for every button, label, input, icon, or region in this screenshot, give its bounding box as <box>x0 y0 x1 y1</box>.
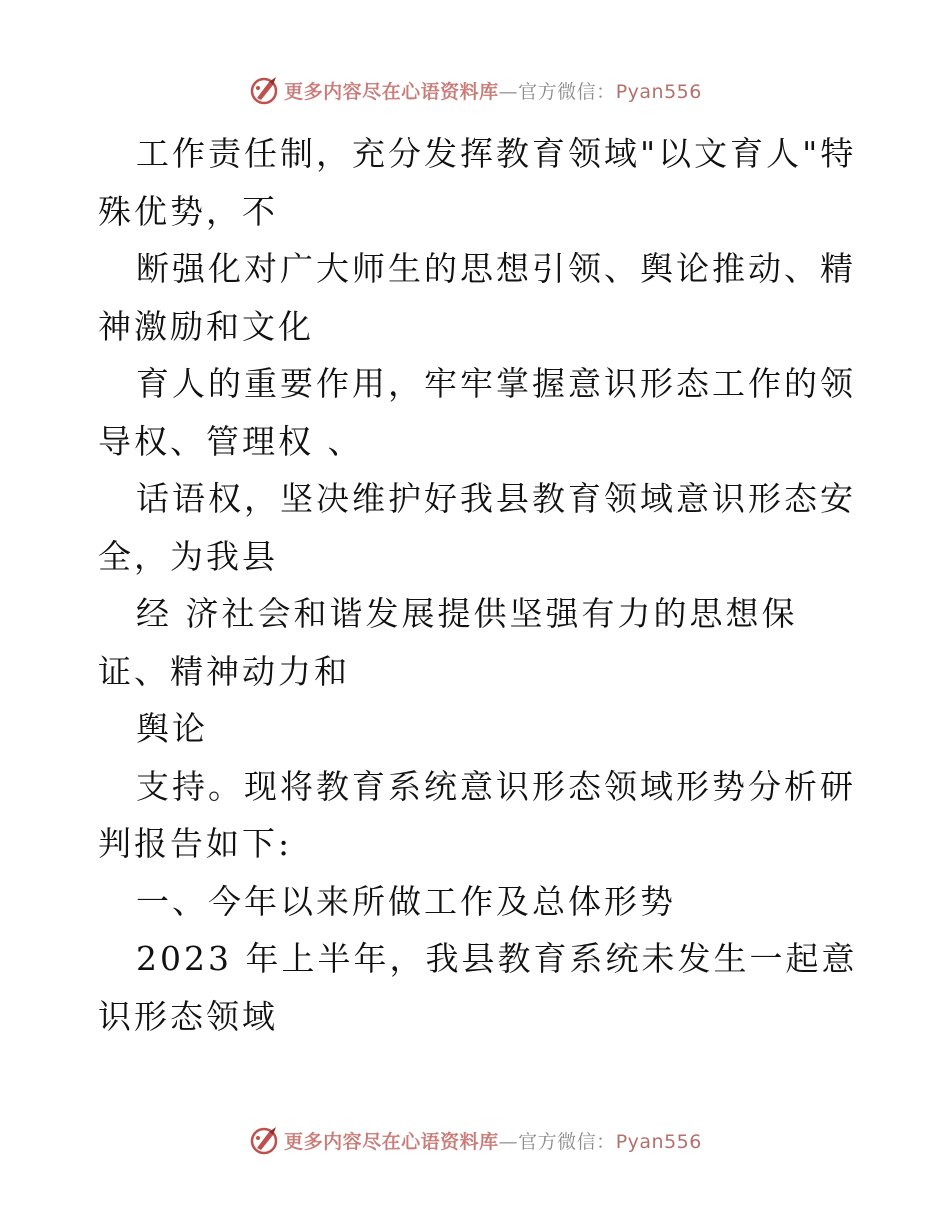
paragraph-5: 经 济社会和谐发展提供坚强有力的思想保证、精神动力和 <box>98 594 798 691</box>
banner-text <box>284 77 702 104</box>
paragraph-3: 育人的重要作用，牢牢掌握意识形态工作的领导权、管理权 、 <box>98 364 856 461</box>
banner-library-text: 更多内容尽在心语资料库 <box>284 80 499 103</box>
paragraph-7: 支持。现将教育系统意识形态领域形势分析研判报告如下: <box>98 766 856 863</box>
banner-wechat-id: Pyan556 <box>615 80 702 103</box>
banner-wechat-id: Pyan556 <box>615 1130 702 1153</box>
paragraph-9: 2023 年上半年，我县教育系统未发生一起意识形态领域 <box>98 939 858 1036</box>
banner-dash: — <box>498 80 519 103</box>
banner-wechat-label: 官方微信： <box>518 1130 616 1153</box>
section-heading: 一、今年以来所做工作及总体形势 <box>136 881 676 921</box>
banner-dash: — <box>498 1130 519 1153</box>
document-body <box>98 125 858 1045</box>
paragraph-1: 工作责任制，充分发挥教育领域"以文育人"特殊优势，不 <box>98 134 857 231</box>
banner-library-text: 更多内容尽在心语资料库 <box>284 1130 499 1153</box>
header-banner <box>0 70 950 110</box>
paragraph-4: 话语权，坚决维护好我县教育领域意识形态安全，为我县 <box>98 479 856 576</box>
footer-banner <box>0 1120 950 1160</box>
quill-pen-logo-icon <box>248 74 280 106</box>
paragraph-2: 断强化对广大师生的思想引领、舆论推动、精神激励和文化 <box>98 249 856 346</box>
banner-text <box>284 1127 702 1154</box>
quill-pen-logo-icon <box>248 1124 280 1156</box>
banner-wechat-label: 官方微信： <box>518 80 616 103</box>
paragraph-6: 舆论 <box>136 709 208 748</box>
